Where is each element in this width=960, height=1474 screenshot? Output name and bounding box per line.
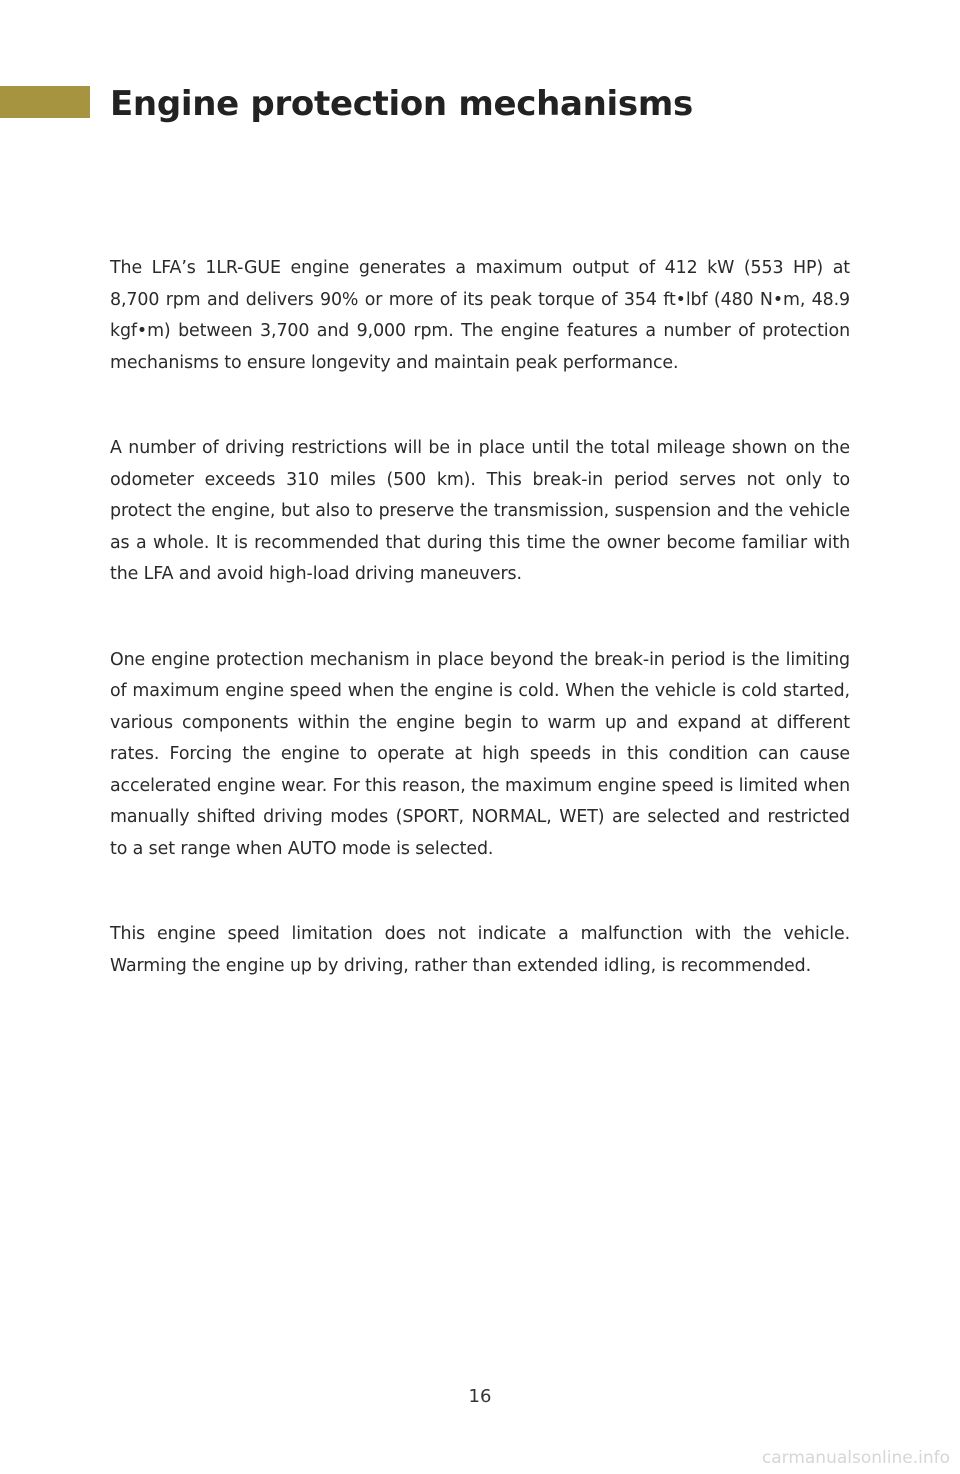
paragraph-warming-recommendation: This engine speed limitation does not indicate a malfunction with the vehicle. Warming the engine up by driving, rather than extended idling, is recommended. (110, 924, 850, 976)
page-number: 16 (468, 1386, 492, 1407)
title-accent-bar (0, 86, 90, 118)
watermark: carmanualsonline.info (761, 1448, 950, 1468)
paragraph-engine-output: The LFA’s 1LR-GUE engine generates a maximum output of 412 kW (553 HP) at 8,700 rpm and delivers 90% or more of its peak torque of 354 ft•lbf (480 N•m, 48.9 kgf•m) between 3,700 and 9,000 rpm. The engine features a number of protection mechanisms to ensure longevity and maintain peak performance. (110, 258, 850, 373)
paragraph-cold-engine-limit: One engine protection mechanism in place beyond the break-in period is the limiting of maximum engine speed when the engine is cold. When the vehicle is cold started, various components within the engine begin to warm up and expand at different rates. Forcing the engine to operate at high speeds in this condition can cause accelerated engine wear. For this reason, the maximum engine speed is limited when manually shifted driving modes (SPORT, NORMAL, WET) are selected and restricted to a set range when AUTO mode is selected. (110, 649, 850, 859)
paragraph-break-in-period: A number of driving restrictions will be in place until the total mileage shown on the odometer exceeds 310 miles (500 km). This break-in period serves not only to protect the engine, but also to preserve the transmission, suspension and the vehicle as a whole. It is recommended that during this time the owner become familiar with the LFA and avoid high-load driving maneuvers. (110, 438, 850, 584)
page-title: Engine protection mechanisms (110, 84, 693, 124)
body-text (110, 253, 850, 1036)
